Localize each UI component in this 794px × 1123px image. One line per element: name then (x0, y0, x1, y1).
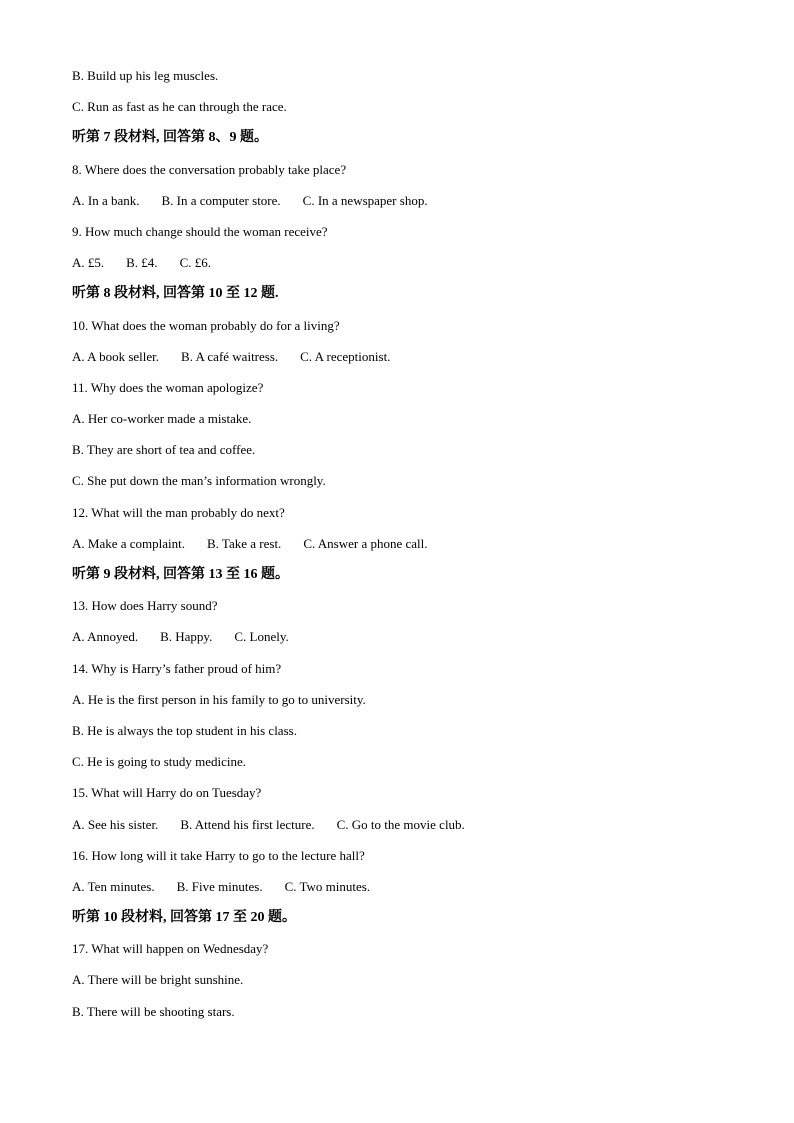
answer-option-line: C. Run as fast as he can through the race. (72, 99, 287, 115)
answer-option: B. Take a rest. (207, 535, 282, 551)
answer-option-line: B. He is always the top student in his class. (72, 722, 297, 738)
answer-option: A. Annoyed. (72, 629, 139, 645)
answer-option: C. A receptionist. (300, 348, 391, 364)
answer-option-line: B. There will be shooting stars. (72, 1003, 235, 1019)
answer-option: A. Ten minutes. (72, 878, 155, 894)
options-row (72, 191, 732, 222)
answer-option: C. Go to the movie club. (336, 816, 465, 832)
options-row (72, 877, 732, 908)
options-row (72, 627, 732, 658)
answer-option: B. Attend his first lecture. (180, 816, 315, 832)
answer-option: B. £4. (126, 255, 158, 271)
section-heading: 听第 8 段材料, 回答第 10 至 12 题. (72, 286, 279, 302)
answer-option-line: A. He is the first person in his family to go to university. (72, 691, 366, 707)
question-line: 8. Where does the conversation probably take place? (72, 161, 347, 177)
answer-option-line: B. Build up his leg muscles. (72, 68, 219, 83)
answer-option: A. £5. (72, 255, 105, 271)
section-heading: 听第 9 段材料, 回答第 13 至 16 题。 (72, 567, 289, 582)
question-line: 11. Why does the woman apologize? (72, 379, 264, 395)
answer-option-line: A. There will be bright sunshine. (72, 972, 244, 988)
document-page (72, 66, 732, 1033)
answer-option: B. In a computer store. (161, 192, 281, 208)
question-line: 14. Why is Harry’s father proud of him? (72, 660, 282, 676)
answer-option: C. In a newspaper shop. (302, 192, 428, 208)
question-line: 16. How long will it take Harry to go to the lecture hall? (72, 847, 365, 863)
question-line: 15. What will Harry do on Tuesday? (72, 785, 262, 801)
question-line: 12. What will the man probably do next? (72, 504, 285, 520)
section-heading: 听第 7 段材料, 回答第 8、9 题。 (72, 130, 268, 146)
answer-option: C. Lonely. (234, 629, 289, 645)
answer-option: A. Make a complaint. (72, 535, 185, 551)
answer-option: B. Happy. (160, 629, 213, 645)
answer-option: A. A book seller. (72, 348, 160, 364)
options-row (72, 253, 732, 284)
options-row (72, 534, 732, 565)
answer-option-line: A. Her co-worker made a mistake. (72, 411, 252, 427)
answer-option: A. In a bank. (72, 192, 140, 208)
answer-option-line: C. He is going to study medicine. (72, 754, 247, 770)
options-row (72, 815, 732, 846)
answer-option-line: C. She put down the man’s information wrongly. (72, 473, 326, 489)
answer-option: C. Two minutes. (284, 878, 371, 894)
question-line: 17. What will happen on Wednesday? (72, 941, 269, 957)
answer-option: C. Answer a phone call. (303, 535, 428, 551)
answer-option: B. A café waitress. (181, 348, 279, 364)
options-row (72, 347, 732, 378)
answer-option: B. Five minutes. (176, 878, 263, 894)
question-line: 9. How much change should the woman receive? (72, 223, 328, 239)
answer-option-line: B. They are short of tea and coffee. (72, 442, 256, 458)
answer-option: A. See his sister. (72, 816, 159, 832)
question-line: 13. How does Harry sound? (72, 598, 218, 614)
question-line: 10. What does the woman probably do for a living? (72, 317, 340, 333)
section-heading: 听第 10 段材料, 回答第 17 至 20 题。 (72, 910, 296, 926)
answer-option: C. £6. (179, 255, 211, 271)
